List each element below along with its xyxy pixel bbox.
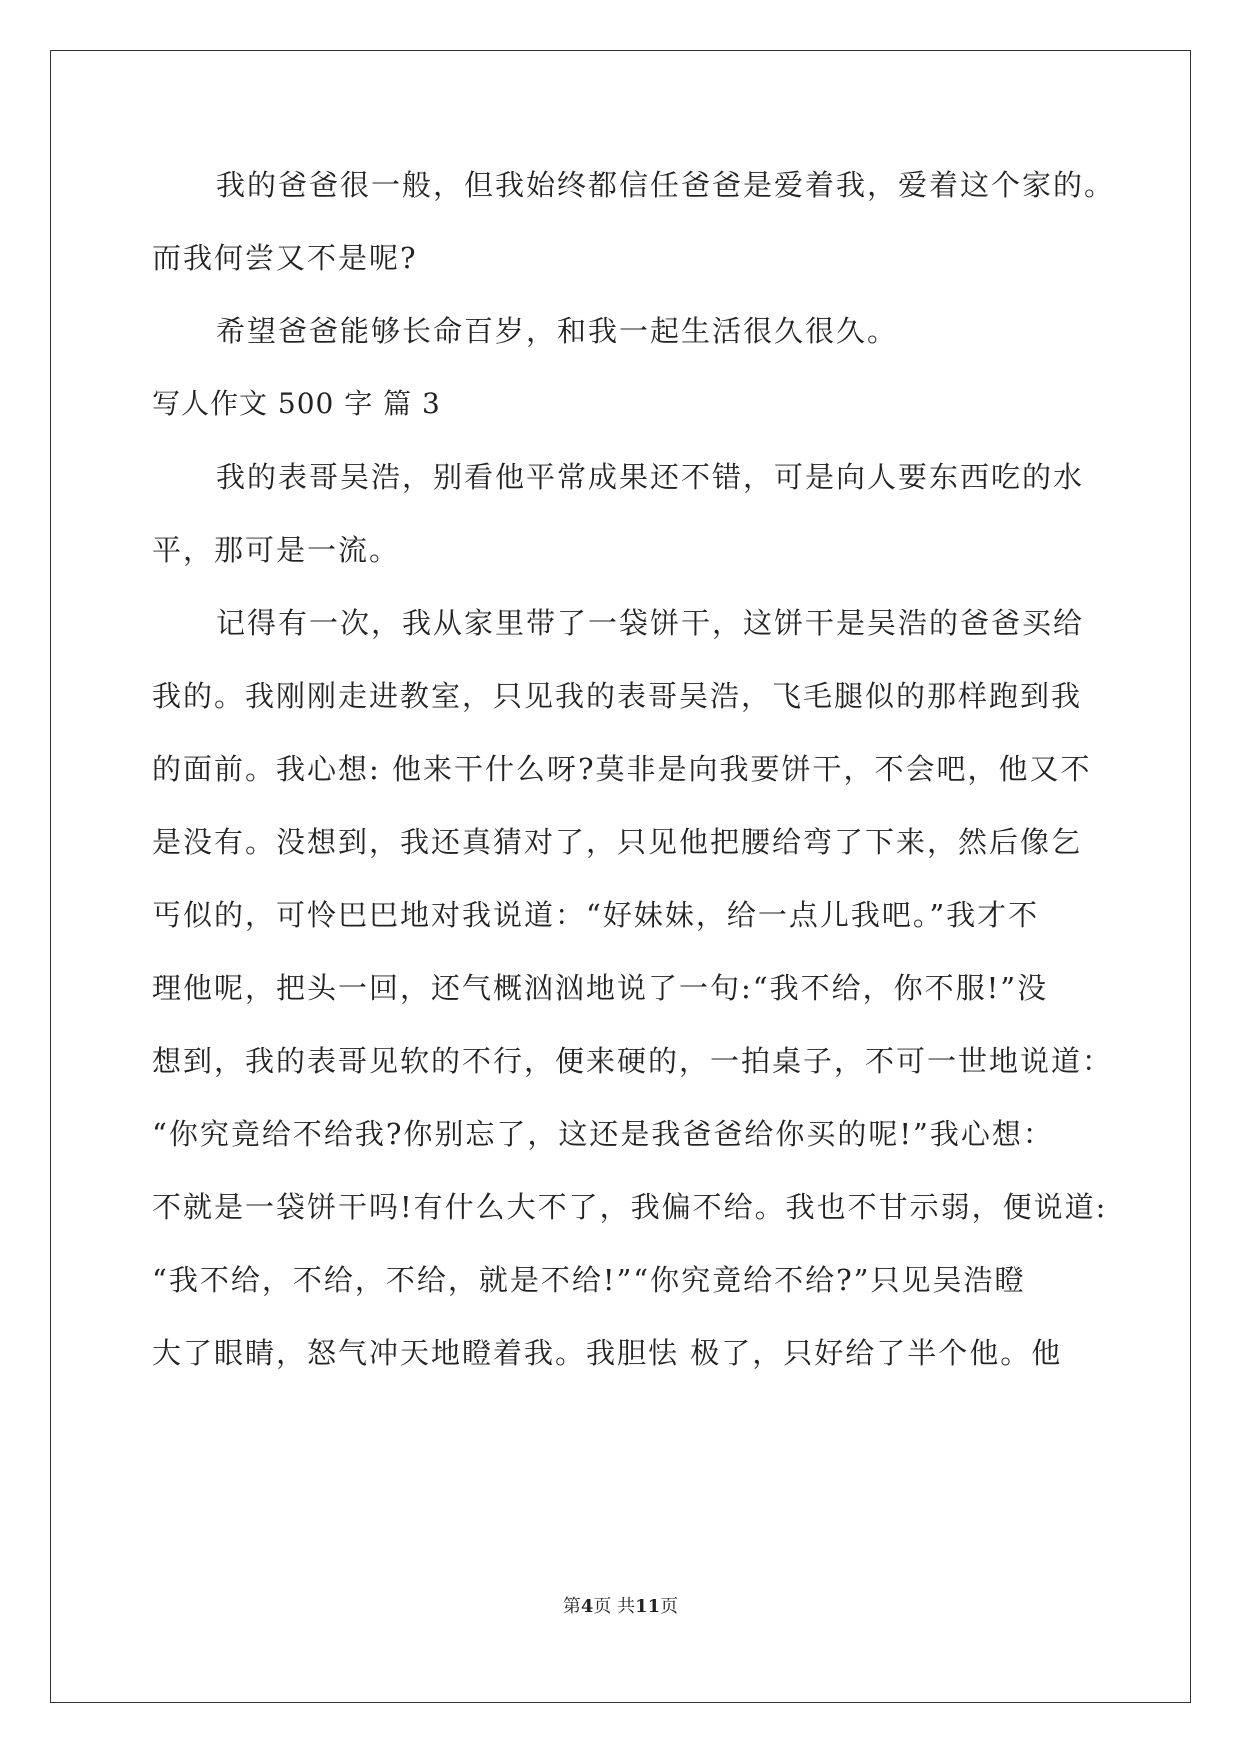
section-heading: 写人作文 500 字 篇 3 xyxy=(152,387,441,420)
paragraph-line: 平，那可是一流。 xyxy=(152,533,401,567)
page-total: 11 xyxy=(635,1596,661,1617)
paragraph-line: 希望爸爸能够长命百岁，和我一起生活很久很久。 xyxy=(216,314,899,348)
paragraph-line: 想到，我的表哥见软的不行，便来硬的，一拍桌子，不可一世地说道： xyxy=(152,1044,1114,1078)
paragraph-line: 的面前。我心想: 他来干什么呀?莫非是向我要饼干，不会吧，他又不 xyxy=(152,752,1092,786)
paragraph-line: 是没有。没想到，我还真猜对了，只见他把腰给弯了下来，然后像乞 xyxy=(152,825,1083,859)
paragraph-line: 记得有一次，我从家里带了一袋饼干，这饼干是吴浩的爸爸买给 xyxy=(216,606,1085,640)
paragraph-line: 我的表哥吴浩，别看他平常成果还不错，可是向人要东西吃的水 xyxy=(216,460,1085,494)
page-suffix: 页 xyxy=(660,1596,679,1617)
paragraph-line: 大了眼睛，怒气冲天地瞪着我。我胆怯 极了，只好给了半个他。他 xyxy=(152,1336,1063,1370)
paragraph-line: 我的爸爸很一般，但我始终都信任爸爸是爱着我，爱着这个家的。 xyxy=(216,168,1116,202)
paragraph-line: “我不给，不给，不给，就是不给!”“你究竟给不给?”只见吴浩瞪 xyxy=(152,1263,1026,1297)
page-prefix: 第 xyxy=(562,1596,581,1617)
paragraph-line: 我的。我刚刚走进教室，只见我的表哥吴浩，飞毛腿似的那样跑到我 xyxy=(152,679,1083,713)
paragraph-line: 丐似的，可怜巴巴地对我说道：“好妹妹，给一点儿我吧。”我才不 xyxy=(152,898,1040,932)
page-footer xyxy=(0,1595,1241,1619)
paragraph-line: 理他呢，把头一回，还气概汹汹地说了一句:“我不给，你不服!”没 xyxy=(152,971,1049,1005)
page-mid: 页 共 xyxy=(593,1596,636,1617)
paragraph-line: 不就是一袋饼干吗!有什么大不了，我偏不给。我也不甘示弱，便说道: xyxy=(152,1190,1108,1224)
paragraph-line: 而我何尝又不是呢? xyxy=(152,241,418,275)
page-border xyxy=(50,50,1191,1703)
page-current: 4 xyxy=(580,1596,594,1617)
paragraph-line: “你究竟给不给我?你别忘了，这还是我爸爸给你买的呢!”我心想： xyxy=(152,1117,1054,1151)
